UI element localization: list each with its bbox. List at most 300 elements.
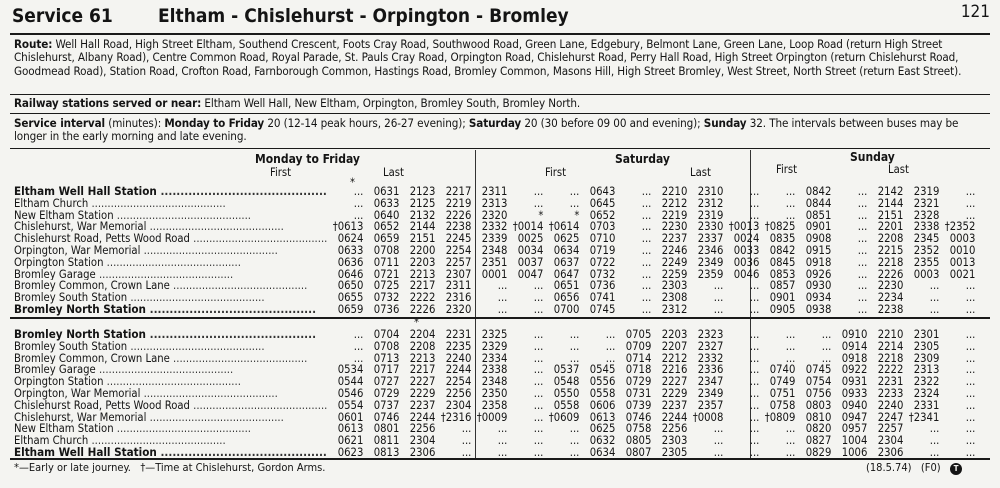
time-cell: 2226 xyxy=(409,302,436,316)
time-cell: 2215 xyxy=(877,243,904,257)
time-cell: ... xyxy=(749,445,760,459)
time-cell: ... xyxy=(569,196,580,210)
time-cell: 2207 xyxy=(661,339,688,353)
time-cell: 0851 xyxy=(805,208,832,222)
time-cell: ... xyxy=(461,422,472,436)
interval-unit: (minutes): xyxy=(108,116,162,130)
service-number: Service 61 xyxy=(12,5,113,27)
time-cell: 0558 xyxy=(553,398,580,412)
time-cell: 2144 xyxy=(409,220,436,234)
time-cell: ... xyxy=(533,328,544,341)
time-cell: †0009 xyxy=(476,410,508,424)
time-cell: 2352 xyxy=(913,243,940,257)
time-cell: 0643 xyxy=(589,185,616,198)
time-cell: 0033 xyxy=(733,243,760,257)
time-cell: 0842 xyxy=(769,243,796,257)
time-cell: 0650 xyxy=(337,279,364,293)
stop-name: Bromley North Station .......................................... xyxy=(14,329,317,341)
time-cell: 2227 xyxy=(409,375,436,389)
table-row xyxy=(14,245,975,257)
time-cell: 2316 xyxy=(445,291,472,305)
time-cell: 0947 xyxy=(841,410,868,424)
time-cell: 0940 xyxy=(841,398,868,412)
time-cell: 0749 xyxy=(769,375,796,389)
stop-label: Bromley North Station xyxy=(14,329,146,341)
time-cell: 0001 xyxy=(481,267,508,281)
time-cell: 2304 xyxy=(409,434,436,448)
time-cell: ... xyxy=(569,351,580,365)
time-cell: 2200 xyxy=(409,243,436,257)
time-cell: 2218 xyxy=(877,255,904,269)
time-cell: 0710 xyxy=(589,232,616,246)
time-cell: 2305 xyxy=(661,445,688,459)
time-cell: ... xyxy=(821,339,832,353)
footer-meta xyxy=(866,461,962,475)
time-cell: 0829 xyxy=(805,445,832,459)
time-cell: ... xyxy=(965,302,976,316)
stop-label: Bromley Garage xyxy=(14,268,96,281)
time-cell: 0758 xyxy=(769,398,796,412)
time-cell: ... xyxy=(749,196,760,210)
time-cell: 0727 xyxy=(373,375,400,389)
mf-first-label: First xyxy=(270,166,292,179)
time-cell: 1004 xyxy=(841,434,868,448)
time-cell: 2214 xyxy=(877,339,904,353)
railway-stations xyxy=(14,97,984,110)
time-cell: 0548 xyxy=(553,375,580,389)
time-cell: ... xyxy=(749,363,760,377)
time-cell: 2208 xyxy=(409,339,436,353)
time-cell: 0636 xyxy=(337,255,364,269)
stop-name: Bromley Common, Crown Lane .......................................... xyxy=(14,352,308,365)
time-cell: 2123 xyxy=(409,185,436,198)
time-cell: ... xyxy=(821,328,832,341)
time-cell: ... xyxy=(929,302,940,316)
stop-label: New Eltham Station xyxy=(14,209,114,222)
stop-name: New Eltham Station .......................................... xyxy=(14,423,252,436)
time-cell: 0613 xyxy=(589,410,616,424)
time-cell: ... xyxy=(749,208,760,222)
stop-label: Orpington, War Memorial xyxy=(14,387,141,400)
time-cell: 2238 xyxy=(877,302,904,316)
time-cell: ... xyxy=(965,375,976,389)
stop-label: Bromley North Station xyxy=(14,303,146,316)
time-cell: 2359 xyxy=(697,267,724,281)
time-cell: 0558 xyxy=(589,386,616,400)
time-cell: ... xyxy=(533,398,544,412)
time-cell: 0659 xyxy=(337,302,364,316)
time-cell: 0613 xyxy=(337,422,364,436)
time-cell: ... xyxy=(353,196,364,210)
time-cell: 0646 xyxy=(337,267,364,281)
time-cell: 2259 xyxy=(661,267,688,281)
time-cell: ... xyxy=(533,339,544,353)
stop-name: New Eltham Station .......................................... xyxy=(14,209,252,222)
time-cell: ... xyxy=(749,434,760,448)
time-cell: 0934 xyxy=(805,291,832,305)
time-cell: 2329 xyxy=(481,339,508,353)
time-cell: ... xyxy=(785,445,796,459)
group-heading-sat: Saturday xyxy=(615,152,670,166)
time-cell: 2125 xyxy=(409,196,436,210)
time-cell: ... xyxy=(965,339,976,353)
time-cell: †0809 xyxy=(764,410,796,424)
stop-label: Chislehurst Road, Petts Wood Road xyxy=(14,399,190,412)
time-cell: ... xyxy=(785,185,796,198)
table-row xyxy=(14,435,975,447)
time-cell: ... xyxy=(713,434,724,448)
time-cell: 2230 xyxy=(877,279,904,293)
time-cell: 0745 xyxy=(589,302,616,316)
stop-label: Chislehurst Road, Petts Wood Road xyxy=(14,233,190,245)
time-cell: 0652 xyxy=(373,220,400,234)
time-cell: 2319 xyxy=(697,208,724,222)
time-cell: 2357 xyxy=(697,398,724,412)
stop-label: Bromley South Station xyxy=(14,340,128,353)
footer-symbol: T xyxy=(950,463,962,475)
time-cell: 0918 xyxy=(805,255,832,269)
time-cell: 0634 xyxy=(553,243,580,257)
time-cell: ... xyxy=(497,445,508,459)
time-cell: 0754 xyxy=(805,375,832,389)
time-cell: 2237 xyxy=(409,398,436,412)
time-cell: 0835 xyxy=(769,232,796,246)
time-cell: ... xyxy=(857,196,868,210)
time-cell: ... xyxy=(461,445,472,459)
page-number: 121 xyxy=(960,2,990,22)
time-cell: ... xyxy=(965,386,976,400)
time-cell: 2216 xyxy=(661,363,688,377)
time-cell: 2304 xyxy=(445,398,472,412)
time-cell: ... xyxy=(569,339,580,353)
stop-label: Bromley Common, Crown Lane xyxy=(14,280,170,293)
route-text: Well Hall Road, High Street Eltham, Southend Crescent, Foots Cray Road, Southwood Road, Green Lane, Edgebury, Belmont Lane, Green Lane, Loop Road (return High Street Chislehurst, Albany Road), Centre Common Road, Royal Parade, St. Pauls Cray Road, Orpington Road, Chislehurst Road, Perry Hall Road, High Street Orpington (return Chislehurst Road, Goodmead Road), Station Road, Crofton Road, Farnborough Common, Hastings Road, Bromley Common, Masons Hill, High Street Bromley, West Street, North Street (return East Street). xyxy=(14,37,962,78)
time-cell: †0825 xyxy=(764,220,796,234)
stop-name: Chislehurst, War Memorial .......................................... xyxy=(14,221,284,234)
time-cell: 2256 xyxy=(409,422,436,436)
time-cell: ... xyxy=(569,185,580,198)
time-cell: ... xyxy=(749,351,760,365)
time-cell: 0931 xyxy=(841,375,868,389)
stop-label: Orpington, War Memorial xyxy=(14,244,141,257)
time-cell: ... xyxy=(533,291,544,305)
time-cell: 0705 xyxy=(625,328,652,341)
time-cell: 2304 xyxy=(877,434,904,448)
time-cell: 0732 xyxy=(373,291,400,305)
stop-label: Eltham Well Hall Station xyxy=(14,446,157,459)
time-cell: 0731 xyxy=(625,386,652,400)
time-cell: ... xyxy=(641,232,652,246)
time-cell: 2237 xyxy=(661,232,688,246)
time-cell: 2204 xyxy=(409,328,436,341)
time-cell: 0910 xyxy=(841,328,868,341)
time-cell: 0556 xyxy=(589,375,616,389)
time-cell: 2210 xyxy=(661,185,688,198)
time-cell: ... xyxy=(641,302,652,316)
inbound-star-marker: * xyxy=(414,316,420,329)
time-cell: 0047 xyxy=(517,267,544,281)
stop-label: New Eltham Station xyxy=(14,423,114,436)
time-cell: †0008 xyxy=(692,410,724,424)
interval-note: The intervals between buses may be longer in the early morning and late evening. xyxy=(14,116,959,144)
time-cell: ... xyxy=(749,328,760,341)
time-cell: ... xyxy=(857,185,868,198)
stop-name: Eltham Well Hall Station .......................................... xyxy=(14,186,327,198)
time-cell: 2235 xyxy=(445,339,472,353)
time-cell: 0550 xyxy=(553,386,580,400)
time-cell: 2213 xyxy=(409,351,436,365)
time-cell: ... xyxy=(533,185,544,198)
time-cell: ... xyxy=(857,267,868,281)
interval-sun-text: 32. xyxy=(749,116,766,130)
time-cell: 2254 xyxy=(445,375,472,389)
time-cell: * xyxy=(574,208,580,222)
table-row xyxy=(14,269,975,281)
time-cell: 0606 xyxy=(589,398,616,412)
time-cell: 0003 xyxy=(949,232,976,246)
stop-name: Orpington Station .......................................... xyxy=(14,256,241,269)
stop-label: Chislehurst, War Memorial xyxy=(14,411,147,424)
time-cell: 2254 xyxy=(445,243,472,257)
time-cell: 2321 xyxy=(913,196,940,210)
time-cell: ... xyxy=(533,410,544,424)
time-cell: ... xyxy=(353,351,364,365)
time-cell: 0805 xyxy=(625,434,652,448)
time-cell: 0901 xyxy=(805,220,832,234)
time-cell: ... xyxy=(929,434,940,448)
time-cell: 0722 xyxy=(589,255,616,269)
stop-name: Bromley Garage .......................................... xyxy=(14,268,234,281)
time-cell: 0652 xyxy=(589,208,616,222)
time-cell: ... xyxy=(857,255,868,269)
time-cell: 0037 xyxy=(517,255,544,269)
time-cell: 2151 xyxy=(409,232,436,246)
table-row xyxy=(14,388,975,400)
time-cell: 2257 xyxy=(877,422,904,436)
time-cell: ... xyxy=(965,328,976,341)
time-cell: 0621 xyxy=(337,434,364,448)
time-cell: ... xyxy=(497,291,508,305)
time-cell: ... xyxy=(605,328,616,341)
outbound-timetable xyxy=(14,186,975,316)
time-cell: ... xyxy=(749,339,760,353)
interval-sun-label: Sunday xyxy=(703,116,747,130)
time-cell: ... xyxy=(641,255,652,269)
table-row xyxy=(14,292,975,304)
header-rule xyxy=(10,33,990,35)
time-cell: ... xyxy=(533,375,544,389)
time-cell: ... xyxy=(749,185,760,198)
time-cell: ... xyxy=(641,185,652,198)
time-cell: 1006 xyxy=(841,445,868,459)
time-cell: 2301 xyxy=(913,328,940,341)
time-cell: 2213 xyxy=(409,267,436,281)
time-cell: 0640 xyxy=(373,208,400,222)
time-cell: 0046 xyxy=(733,267,760,281)
time-cell: 0725 xyxy=(373,279,400,293)
time-cell: 0010 xyxy=(949,243,976,257)
time-cell: 0719 xyxy=(589,243,616,257)
time-cell: 2229 xyxy=(409,386,436,400)
time-cell: ... xyxy=(713,302,724,316)
time-cell: 2230 xyxy=(661,220,688,234)
time-cell: ... xyxy=(713,422,724,436)
stop-label: Chislehurst, War Memorial xyxy=(14,221,147,234)
time-cell: 2245 xyxy=(445,232,472,246)
time-cell: 2226 xyxy=(877,267,904,281)
time-cell: 0637 xyxy=(553,255,580,269)
time-cell: 0647 xyxy=(553,267,580,281)
interval-mf-text: 20 (12-14 peak hours, 26-27 evening); xyxy=(267,116,466,130)
table-row xyxy=(14,304,975,316)
time-cell: ... xyxy=(965,208,976,222)
time-cell: 0845 xyxy=(769,255,796,269)
time-cell: 2311 xyxy=(481,185,508,198)
time-cell: 2238 xyxy=(445,220,472,234)
time-cell: 2349 xyxy=(697,386,724,400)
time-cell: 0930 xyxy=(805,279,832,293)
time-cell: 2358 xyxy=(481,398,508,412)
time-cell: 2320 xyxy=(481,208,508,222)
interval-mf-label: Monday to Friday xyxy=(164,116,265,130)
time-cell: ... xyxy=(461,434,472,448)
time-cell: ... xyxy=(749,410,760,424)
time-cell: ... xyxy=(749,302,760,316)
time-cell: 2247 xyxy=(877,410,904,424)
time-cell: †0614 xyxy=(548,220,580,234)
time-cell: 2339 xyxy=(481,232,508,246)
time-cell: 0739 xyxy=(625,398,652,412)
time-cell: 0801 xyxy=(373,422,400,436)
time-cell: 0704 xyxy=(373,328,400,341)
time-cell: ... xyxy=(353,339,364,353)
time-cell: 0651 xyxy=(553,279,580,293)
time-cell: 0741 xyxy=(589,291,616,305)
time-cell: 0938 xyxy=(805,302,832,316)
time-cell: 0807 xyxy=(625,445,652,459)
table-row xyxy=(14,400,975,412)
time-cell: 2320 xyxy=(445,302,472,316)
table-row xyxy=(14,198,975,210)
time-cell: 2348 xyxy=(481,243,508,257)
time-cell: 2231 xyxy=(877,375,904,389)
time-cell: ... xyxy=(785,328,796,341)
sun-last-label: Last xyxy=(888,163,909,176)
time-cell: 2332 xyxy=(481,220,508,234)
time-cell: ... xyxy=(929,422,940,436)
time-cell: 0853 xyxy=(769,267,796,281)
time-cell: 0922 xyxy=(841,363,868,377)
time-cell: 2246 xyxy=(661,243,688,257)
time-cell: ... xyxy=(965,291,976,305)
time-cell: 0546 xyxy=(337,386,364,400)
time-cell: 2322 xyxy=(913,375,940,389)
time-cell: 2306 xyxy=(409,445,436,459)
group-heading-sun: Sunday xyxy=(850,150,895,164)
time-cell: ... xyxy=(965,185,976,198)
stop-name: Orpington, War Memorial .......................................... xyxy=(14,387,278,400)
time-cell: 2355 xyxy=(913,255,940,269)
time-cell: 2227 xyxy=(661,375,688,389)
interval-rule xyxy=(10,148,990,149)
mf-last-label: Last xyxy=(383,166,404,179)
time-cell: ... xyxy=(929,445,940,459)
time-cell: 0708 xyxy=(373,243,400,257)
time-cell: ... xyxy=(965,434,976,448)
table-row xyxy=(14,447,975,459)
time-cell: 0803 xyxy=(805,398,832,412)
time-cell: 0827 xyxy=(805,434,832,448)
time-cell: 0729 xyxy=(625,375,652,389)
time-cell: 2338 xyxy=(481,363,508,377)
time-cell: 0537 xyxy=(553,363,580,377)
stop-name: Chislehurst, War Memorial .......................................... xyxy=(14,411,284,424)
stop-name: Eltham Church .......................................... xyxy=(14,197,226,210)
time-cell: 2346 xyxy=(697,243,724,257)
time-cell: ... xyxy=(353,328,364,341)
time-cell: ... xyxy=(749,422,760,436)
time-cell: ... xyxy=(605,351,616,365)
stop-label: Orpington Station xyxy=(14,376,104,388)
time-cell: 0024 xyxy=(733,232,760,246)
time-cell: 2319 xyxy=(913,185,940,198)
time-cell: 0721 xyxy=(373,267,400,281)
time-cell: 2348 xyxy=(481,375,508,389)
time-cell: ... xyxy=(965,279,976,293)
time-cell: ... xyxy=(749,279,760,293)
table-row xyxy=(14,412,975,424)
time-cell: ... xyxy=(569,445,580,459)
route-rule xyxy=(10,94,990,95)
time-cell: 2327 xyxy=(697,339,724,353)
time-cell: 2256 xyxy=(661,422,688,436)
time-cell: 2218 xyxy=(877,351,904,365)
time-cell: 2347 xyxy=(697,375,724,389)
group-heading-mf: Monday to Friday xyxy=(255,152,360,166)
stop-name: Bromley Garage .......................................... xyxy=(14,364,234,377)
time-cell: * xyxy=(538,208,544,222)
time-cell: ... xyxy=(353,185,364,198)
time-cell: 2350 xyxy=(481,386,508,400)
time-cell: ... xyxy=(821,351,832,365)
time-cell: ... xyxy=(785,208,796,222)
time-cell: 0601 xyxy=(337,410,364,424)
time-cell: ... xyxy=(929,291,940,305)
time-cell: 0708 xyxy=(373,339,400,353)
time-cell: †0014 xyxy=(512,220,544,234)
route-description xyxy=(14,38,984,78)
table-row xyxy=(14,280,975,292)
time-cell: ... xyxy=(641,208,652,222)
time-cell: 0034 xyxy=(517,243,544,257)
time-cell: 2256 xyxy=(445,386,472,400)
time-cell: 2217 xyxy=(445,185,472,198)
time-cell: 0751 xyxy=(769,386,796,400)
interval-sat-label: Saturday xyxy=(468,116,522,130)
time-cell: 2303 xyxy=(661,434,688,448)
time-cell: 2313 xyxy=(913,363,940,377)
time-cell: 2313 xyxy=(481,196,508,210)
time-cell: ... xyxy=(533,434,544,448)
time-cell: 2323 xyxy=(697,328,724,341)
time-cell: 0918 xyxy=(841,351,868,365)
time-cell: 0700 xyxy=(553,302,580,316)
time-cell: ... xyxy=(857,279,868,293)
stop-label: Bromley Common, Crown Lane xyxy=(14,352,170,365)
stop-name: Bromley North Station .......................................... xyxy=(14,303,317,316)
time-cell: 2231 xyxy=(445,328,472,341)
time-cell: 2249 xyxy=(661,255,688,269)
